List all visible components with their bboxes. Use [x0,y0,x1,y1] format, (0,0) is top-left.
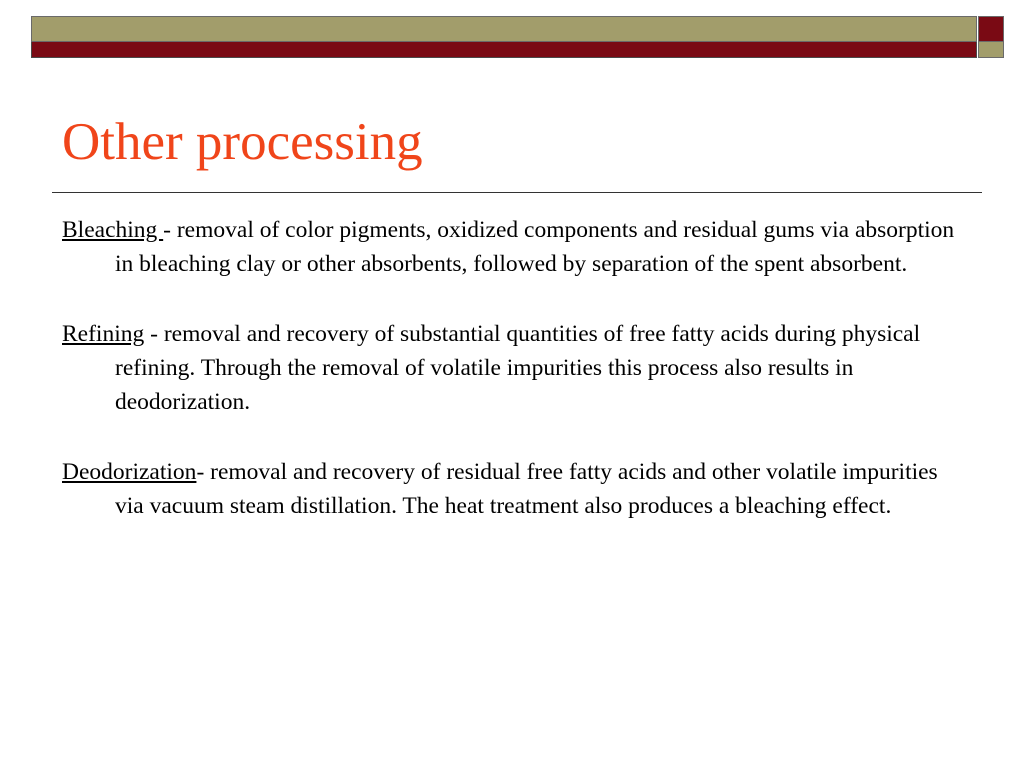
slide-body [62,213,967,559]
header-band-olive [31,16,977,42]
paragraph-deodorization [62,455,967,523]
term-deodorization: Deodorization [62,459,197,485]
paragraph-bleaching [62,213,967,281]
title-divider [52,192,982,193]
corner-square-olive [978,42,1004,58]
slide-title: Other processing [62,113,423,171]
definition-deodorization: - removal and recovery of residual free fatty acids and other volatile impurities via vacuum steam distillation. The heat treatment also produces a bleaching effect. [115,459,938,519]
term-refining: Refining [62,321,145,347]
definition-refining: - removal and recovery of substantial quantities of free fatty acids during physical refining. Through the removal of volatile impurities this process also results in deodorization. [115,321,921,415]
paragraph-refining [62,317,967,419]
header-band-red [31,42,977,58]
term-bleaching: Bleaching [62,217,164,243]
definition-bleaching: - removal of color pigments, oxidized components and residual gums via absorption in bleaching clay or other absorbents, followed by separation of the spent absorbent. [115,217,955,277]
corner-square-red [978,16,1004,42]
